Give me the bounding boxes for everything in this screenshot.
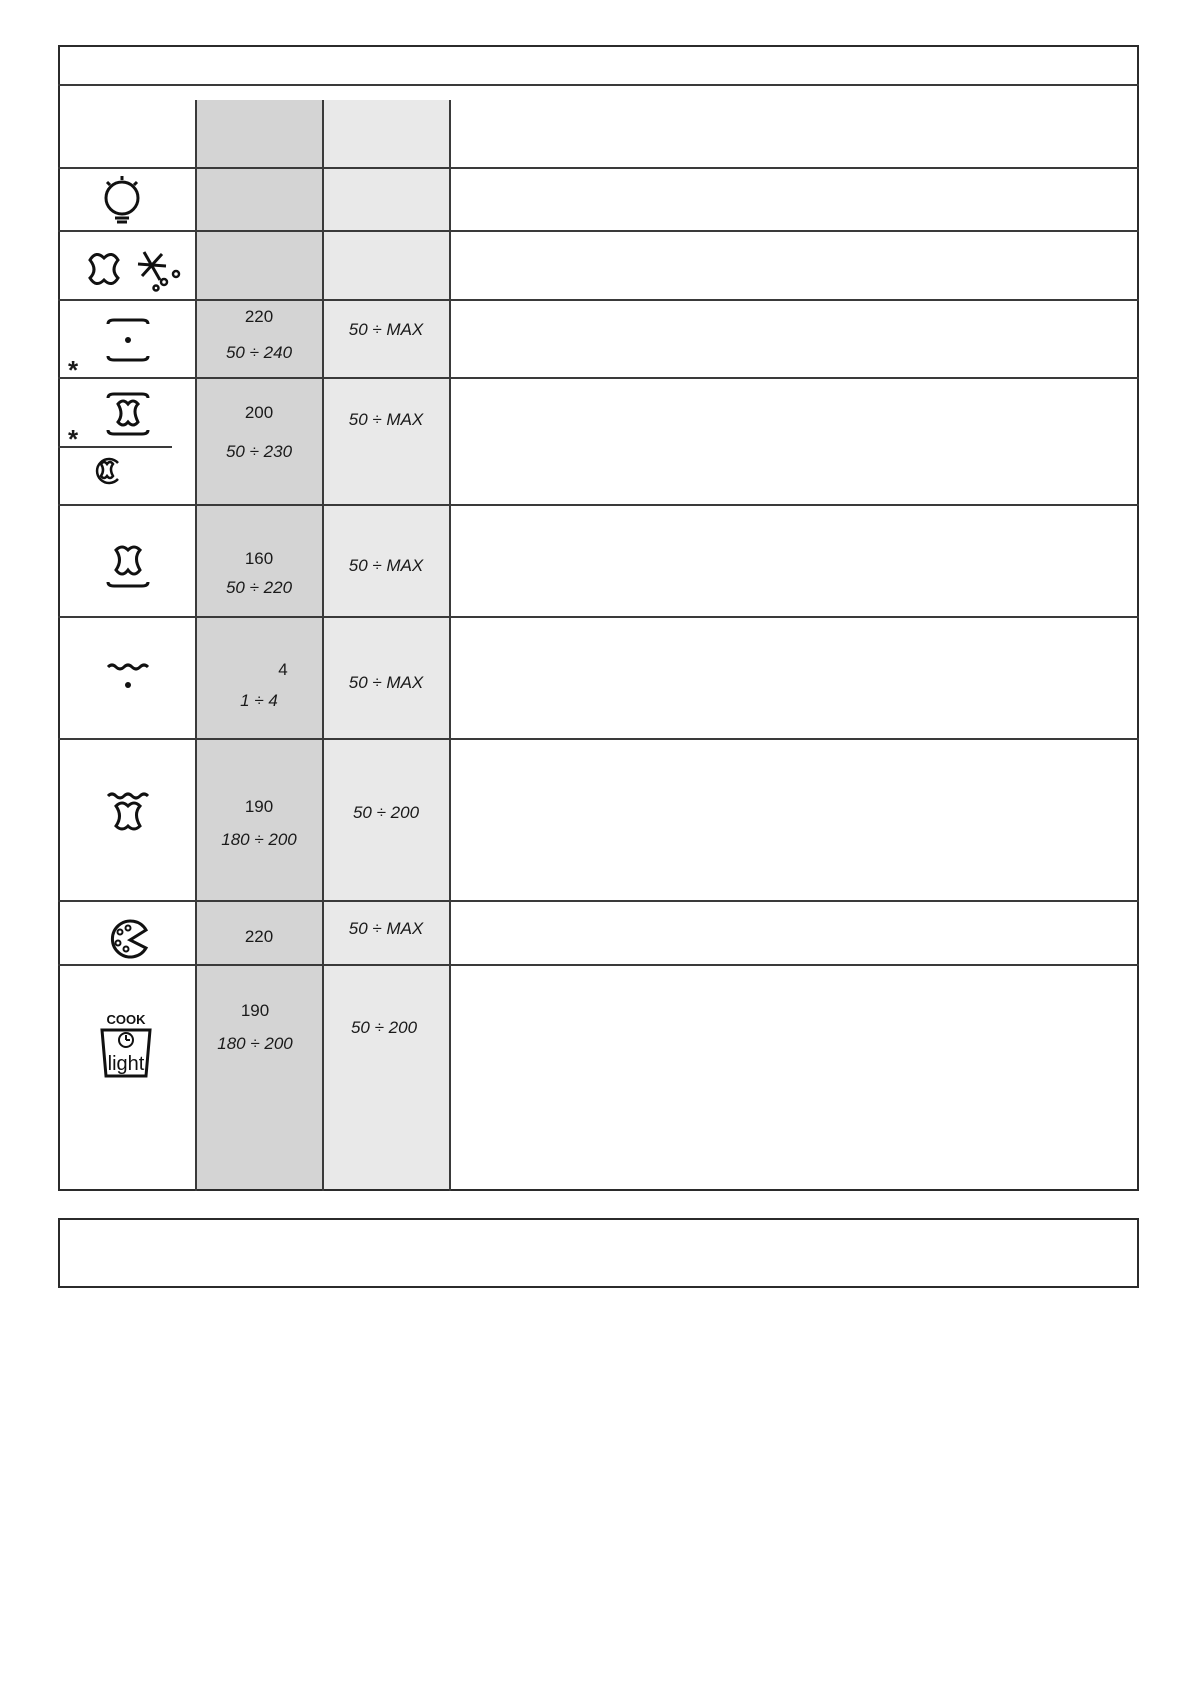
cook-light-icon-bottom-text: light <box>107 1053 145 1075</box>
row7-default-temp: 190 <box>244 797 274 816</box>
row8-power-range: 50 ÷ MAX <box>348 919 424 938</box>
cook-light-icon <box>96 1010 156 1080</box>
row-divider <box>58 167 1139 169</box>
column-divider-1 <box>195 100 197 1191</box>
row6-power-range: 50 ÷ MAX <box>348 673 424 692</box>
row4-power-range: 50 ÷ MAX <box>348 410 424 429</box>
row-divider <box>58 230 1139 232</box>
footnote-asterisk: * <box>68 424 79 454</box>
row4-default-temp: 200 <box>244 403 274 422</box>
row-divider <box>58 738 1139 740</box>
row5-temp-range: 50 ÷ 220 <box>225 578 293 597</box>
grill-icon <box>106 661 150 691</box>
row-divider <box>58 299 1139 301</box>
fan-heating-small-icon <box>92 455 122 485</box>
row9-power-range: 50 ÷ 200 <box>350 1018 418 1037</box>
row9-temp-range: 180 ÷ 200 <box>217 1034 293 1053</box>
row4-temp-range: 50 ÷ 230 <box>225 442 293 461</box>
row6-default-level: 4 <box>278 660 288 679</box>
notes-box <box>58 1218 1139 1288</box>
row3-temp-range: 50 ÷ 240 <box>225 343 293 362</box>
row6-level-range: 1 ÷ 4 <box>240 691 278 710</box>
conventional-heating-icon <box>106 318 150 362</box>
row8-default-temp: 220 <box>244 927 274 946</box>
row-divider <box>58 504 1139 506</box>
row-divider <box>58 964 1139 966</box>
row5-default-temp: 160 <box>244 549 274 568</box>
oven-lamp-icon <box>100 172 144 224</box>
row9-default-temp: 190 <box>240 1001 270 1020</box>
temperature-column-shade <box>196 100 322 1189</box>
fan-grill-icon <box>106 790 150 834</box>
row3-power-range: 50 ÷ MAX <box>348 320 424 339</box>
column-divider-3 <box>449 100 451 1191</box>
row-divider <box>58 84 1139 86</box>
footnote-asterisk: * <box>68 355 79 385</box>
row7-temp-range: 180 ÷ 200 <box>221 830 297 849</box>
fan-bottom-heating-icon <box>106 544 150 588</box>
row-divider <box>58 900 1139 902</box>
row-divider <box>58 377 1139 379</box>
fan-defrost-icon <box>82 248 182 292</box>
row-divider <box>58 616 1139 618</box>
row5-power-range: 50 ÷ MAX <box>348 556 424 575</box>
cook-light-icon-top-text: COOK <box>106 1012 146 1027</box>
row3-default-temp: 220 <box>244 307 274 326</box>
pizza-icon <box>106 918 150 958</box>
row7-power-range: 50 ÷ 200 <box>352 803 420 822</box>
fan-ring-heating-icon <box>106 392 150 436</box>
